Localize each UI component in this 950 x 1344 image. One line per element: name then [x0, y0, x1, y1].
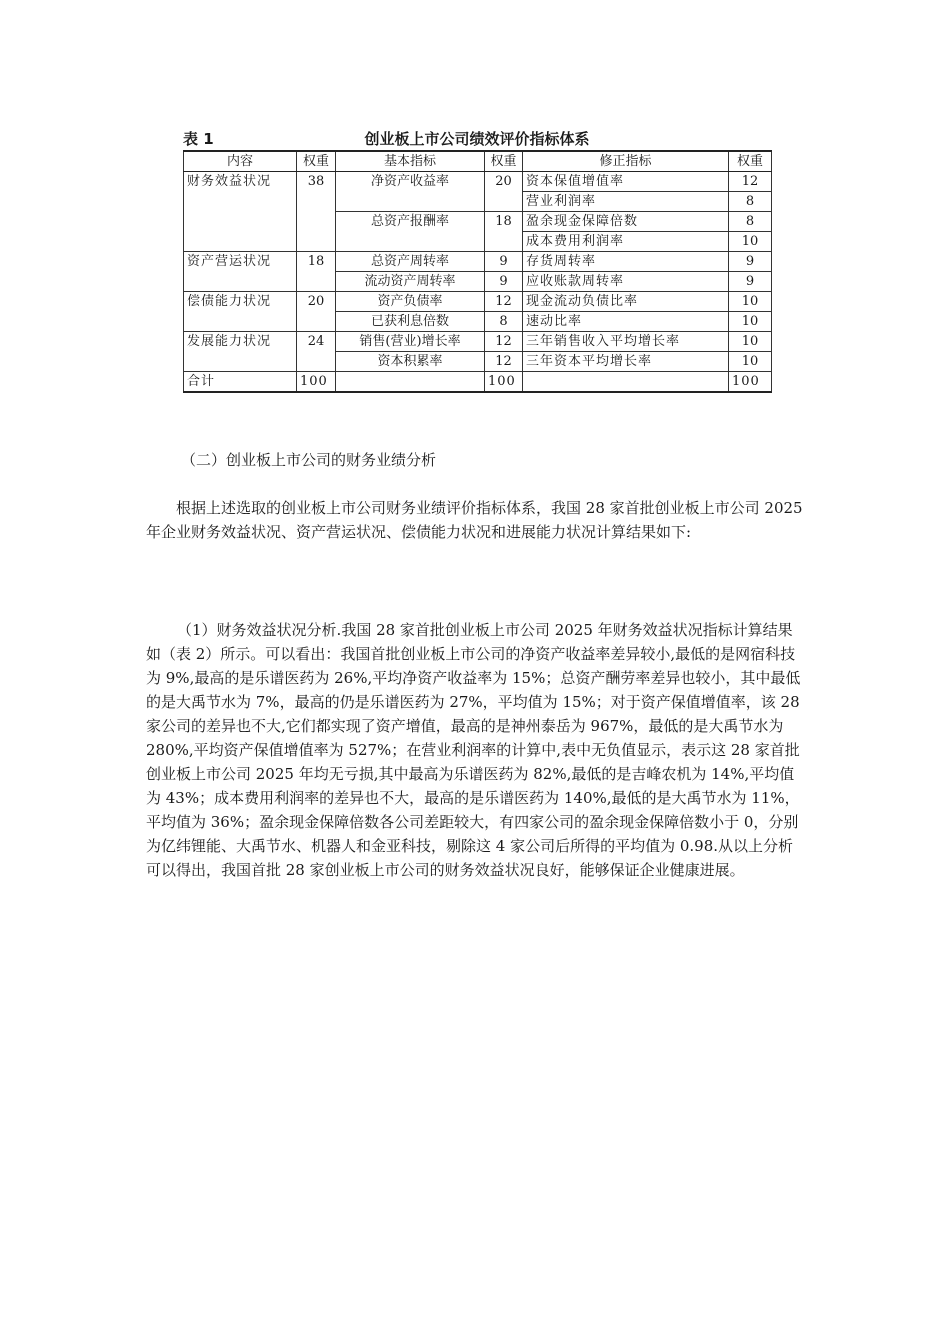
cell-modified-weight: 10 — [729, 232, 772, 252]
cell-basic-weight: 20 — [485, 172, 523, 212]
table-total-row — [184, 372, 772, 393]
cell-basic: 总资产报酬率 — [336, 212, 485, 252]
cell-modified: 存货周转率 — [523, 252, 729, 272]
cell-modified — [523, 372, 729, 393]
cell-weight: 20 — [297, 292, 336, 332]
cell-modified-weight: 10 — [729, 292, 772, 312]
cell-weight: 24 — [297, 332, 336, 372]
section-heading: （二）创业板上市公司的财务业绩分析 — [181, 451, 437, 469]
cell-modified: 营业利润率 — [523, 192, 729, 212]
cell-basic-weight: 12 — [485, 332, 523, 352]
cell-basic: 销售(营业)增长率 — [336, 332, 485, 352]
cell-weight: 38 — [297, 172, 336, 252]
header-basic-weight: 权重 — [485, 151, 523, 172]
cell-basic-weight: 100 — [485, 372, 523, 393]
analysis-paragraph: （1）财务效益状况分析.我国 28 家首批创业板上市公司 2025 年财务效益状况指标计算结果如（表 2）所示。可以看出：我国首批创业板上市公司的净资产收益率差异较小,最低的是网宿科技为 9%,最高的是乐谱医药为 26%,平均净资产收益率为 15%；总资产酬劳率差异也较小，其中最低的是大禹节水为 7%，最高的仍是乐谱医药为 27%，平均值为 15%；对于资产保值增值率，该 28 家公司的差异也不大,它们都实现了资产增值，最高的是神州泰岳为 967%，最低的是大禹节水为 280%,平均资产保值增值率为 527%；在营业利润率的计算中,表中无负值显示，表示这 28 家首批创业板上市公司 2025 年均无亏损,其中最高为乐谱医药为 82%,最低的是吉峰农机为 14%,平均值为 43%；成本费用利润率的差异也不大，最高的是乐谱医药为 140%,最低的是大禹节水为 11%，平均值为 36%；盈余现金保障倍数各公司差距较大，有四家公司的盈余现金保障倍数小于 0，分别为亿纬锂能、大禹节水、机器人和金亚科技，剔除这 4 家公司后所得的平均值为 0.98.从以上分析可以得出，我国首批 28 家创业板上市公司的财务效益状况良好，能够保证企业健康进展。 — [146, 621, 801, 879]
cell-weight: 18 — [297, 252, 336, 292]
cell-modified: 盈余现金保障倍数 — [523, 212, 729, 232]
table-caption-label: 表 1 — [183, 130, 214, 148]
cell-modified-weight: 8 — [729, 192, 772, 212]
cell-modified: 应收账款周转率 — [523, 272, 729, 292]
cell-basic: 总资产周转率 — [336, 252, 485, 272]
intro-paragraph: 根据上述选取的创业板上市公司财务业绩评价指标体系，我国 28 家首批创业板上市公司 2025 年企业财务效益状况、资产营运状况、偿债能力状况和进展能力状况计算结果如下: — [146, 499, 803, 541]
cell-basic: 流动资产周转率 — [336, 272, 485, 292]
header-weight: 权重 — [297, 151, 336, 172]
cell-modified: 资本保值增值率 — [523, 172, 729, 192]
header-modified-indicator: 修正指标 — [523, 151, 729, 172]
cell-content: 财务效益状况 — [184, 172, 297, 252]
cell-modified: 现金流动负债比率 — [523, 292, 729, 312]
table-row — [184, 332, 772, 352]
cell-content: 偿债能力状况 — [184, 292, 297, 332]
cell-basic-weight: 18 — [485, 212, 523, 252]
cell-modified: 速动比率 — [523, 312, 729, 332]
cell-content: 发展能力状况 — [184, 332, 297, 372]
table-row — [184, 172, 772, 192]
cell-modified-weight: 100 — [729, 372, 772, 393]
cell-modified-weight: 12 — [729, 172, 772, 192]
cell-modified-weight: 8 — [729, 212, 772, 232]
cell-content: 资产营运状况 — [184, 252, 297, 292]
cell-basic: 净资产收益率 — [336, 172, 485, 212]
header-content: 内容 — [184, 151, 297, 172]
table-header-row — [184, 151, 772, 172]
header-modified-weight: 权重 — [729, 151, 772, 172]
cell-basic: 资本积累率 — [336, 352, 485, 372]
cell-content: 合计 — [184, 372, 297, 393]
table-caption — [183, 128, 771, 150]
header-basic-indicator: 基本指标 — [336, 151, 485, 172]
cell-modified-weight: 10 — [729, 352, 772, 372]
cell-modified: 三年资本平均增长率 — [523, 352, 729, 372]
cell-basic-weight: 9 — [485, 272, 523, 292]
performance-index-table — [183, 128, 771, 393]
cell-basic: 已获利息倍数 — [336, 312, 485, 332]
cell-basic — [336, 372, 485, 393]
table-row — [184, 252, 772, 272]
cell-weight: 100 — [297, 372, 336, 393]
cell-basic-weight: 12 — [485, 352, 523, 372]
cell-modified-weight: 10 — [729, 332, 772, 352]
table-caption-title: 创业板上市公司绩效评价指标体系 — [364, 130, 590, 148]
cell-modified-weight: 9 — [729, 272, 772, 292]
cell-basic-weight: 12 — [485, 292, 523, 312]
cell-modified: 三年销售收入平均增长率 — [523, 332, 729, 352]
metrics-table — [183, 150, 772, 393]
cell-modified: 成本费用利润率 — [523, 232, 729, 252]
cell-basic-weight: 8 — [485, 312, 523, 332]
cell-modified-weight: 9 — [729, 252, 772, 272]
cell-basic-weight: 9 — [485, 252, 523, 272]
table-row — [184, 292, 772, 312]
cell-modified-weight: 10 — [729, 312, 772, 332]
cell-basic: 资产负债率 — [336, 292, 485, 312]
